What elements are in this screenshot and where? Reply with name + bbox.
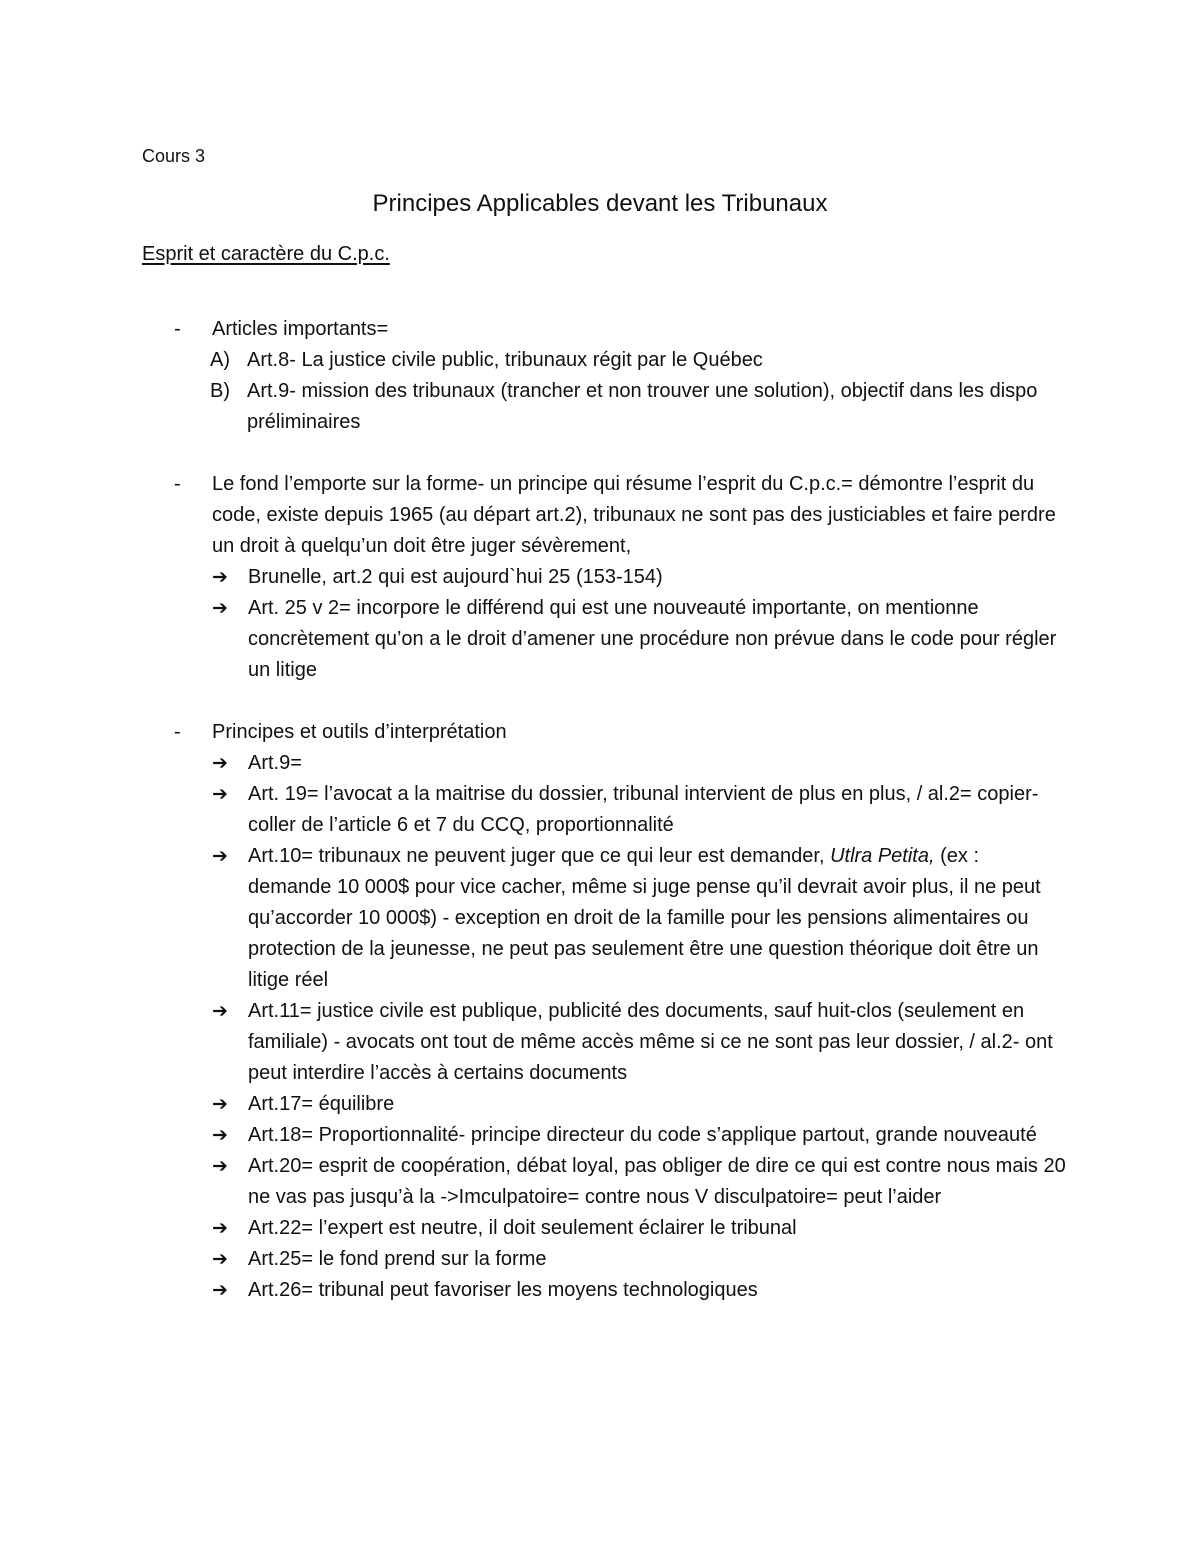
list-item-text: Art. 19= l’avocat a la maitrise du dossier, tribunal intervient de plus en plus, / al.2= copier-coller de l’article 6 et 7 du CCQ, proportionnalité xyxy=(248,783,1039,836)
list-item xyxy=(176,345,1067,376)
arrow-right-icon: ➔ xyxy=(212,1124,228,1146)
bullet-section-principes-outils xyxy=(142,717,1067,1306)
list-item xyxy=(212,1275,1067,1306)
list-item-text: Art.26= tribunal peut favoriser les moyens technologiques xyxy=(248,1279,758,1301)
bullet-section-fond-forme xyxy=(142,469,1067,686)
list-letter-marker: B) xyxy=(210,380,230,402)
list-item-text: Art.22= l’expert est neutre, il doit seulement éclairer le tribunal xyxy=(248,1217,797,1239)
section-heading: Esprit et caractère du C.p.c. xyxy=(142,243,390,265)
list-item-text: Art.9- mission des tribunaux (trancher et non trouver une solution), objectif dans les dispo préliminaires xyxy=(247,380,1038,433)
lettered-list xyxy=(212,345,1067,438)
arrow-right-icon: ➔ xyxy=(212,1000,228,1022)
bullet-text: Principes et outils d’interprétation xyxy=(212,721,507,743)
arrow-right-icon: ➔ xyxy=(212,597,228,619)
arrow-right-icon: ➔ xyxy=(212,752,228,774)
list-item xyxy=(212,1213,1067,1244)
list-item xyxy=(212,562,1067,593)
list-item-text: Art.18= Proportionnalité- principe directeur du code s’applique partout, grande nouveauté xyxy=(248,1124,1037,1146)
list-item-text: Art.8- La justice civile public, tribunaux régit par le Québec xyxy=(247,349,763,371)
list-item-text: Art.25= le fond prend sur la forme xyxy=(248,1248,547,1270)
list-item xyxy=(212,1089,1067,1120)
list-item xyxy=(212,1120,1067,1151)
arrow-right-icon: ➔ xyxy=(212,1093,228,1115)
list-item-text xyxy=(248,845,1041,991)
dash-bullet: - xyxy=(174,473,181,495)
list-item-text-part: (ex : demande 10 000$ pour vice cacher, même si juge pense qu’il devrait avoir plus, il ne peut qu’accorder 10 000$) - exception en droit de la famille pour les pensions alimentaires ou protection de la jeunesse, ne peut pas seulement être une question théorique doit être un litige réel xyxy=(248,845,1041,991)
arrow-right-icon: ➔ xyxy=(212,783,228,805)
dash-bullet: - xyxy=(174,318,181,340)
arrow-right-icon: ➔ xyxy=(212,1155,228,1177)
arrow-right-icon: ➔ xyxy=(212,1217,228,1239)
list-item xyxy=(212,1151,1067,1213)
latin-term: Utlra Petita, xyxy=(830,845,935,867)
list-item xyxy=(212,779,1067,841)
list-item xyxy=(212,593,1067,686)
course-label: Cours 3 xyxy=(142,146,206,166)
list-item xyxy=(212,748,1067,779)
list-item xyxy=(212,1244,1067,1275)
list-item xyxy=(176,376,1067,438)
list-item-text-part: Art.10= tribunaux ne peuvent juger que ce qui leur est demander, xyxy=(248,845,831,867)
arrow-list xyxy=(212,748,1067,1306)
arrow-right-icon: ➔ xyxy=(212,845,228,867)
list-item xyxy=(212,841,1067,996)
list-letter-marker: A) xyxy=(210,349,230,371)
bullet-section-articles-importants xyxy=(142,314,1067,438)
bullet-text: Articles importants= xyxy=(212,318,389,340)
list-item xyxy=(212,996,1067,1089)
arrow-list xyxy=(212,562,1067,686)
document-body xyxy=(142,314,1067,1306)
list-item-text: Art. 25 v 2= incorpore le différend qui est une nouveauté importante, on mentionne concrètement qu’on a le droit d’amener une procédure non prévue dans le code pour régler un litige xyxy=(248,597,1057,681)
arrow-right-icon: ➔ xyxy=(212,566,228,588)
list-item-text: Brunelle, art.2 qui est aujourd`hui 25 (153-154) xyxy=(248,566,663,588)
dash-bullet: - xyxy=(174,721,181,743)
list-item-text: Art.9= xyxy=(248,752,302,774)
list-item-text: Art.17= équilibre xyxy=(248,1093,395,1115)
arrow-right-icon: ➔ xyxy=(212,1279,228,1301)
bullet-text: Le fond l’emporte sur la forme- un principe qui résume l’esprit du C.p.c.= démontre l’esprit du code, existe depuis 1965 (au départ art.2), tribunaux ne sont pas des justiciables et faire perdre un droit à quelqu’un doit être juger sévèrement, xyxy=(212,473,1056,557)
page-title: Principes Applicables devant les Tribunaux xyxy=(372,190,828,217)
arrow-right-icon: ➔ xyxy=(212,1248,228,1270)
list-item-text: Art.11= justice civile est publique, publicité des documents, sauf huit-clos (seulement en familiale) - avocats ont tout de même accès même si ce ne sont pas leur dossier, / al.2- ont peut interdire l’accès à certains documents xyxy=(248,1000,1053,1084)
list-item-text: Art.20= esprit de coopération, débat loyal, pas obliger de dire ce qui est contre nous mais 20 ne vas pas jusqu’à la ->Imculpatoire= contre nous V disculpatoire= peut l’aider xyxy=(248,1155,1066,1208)
